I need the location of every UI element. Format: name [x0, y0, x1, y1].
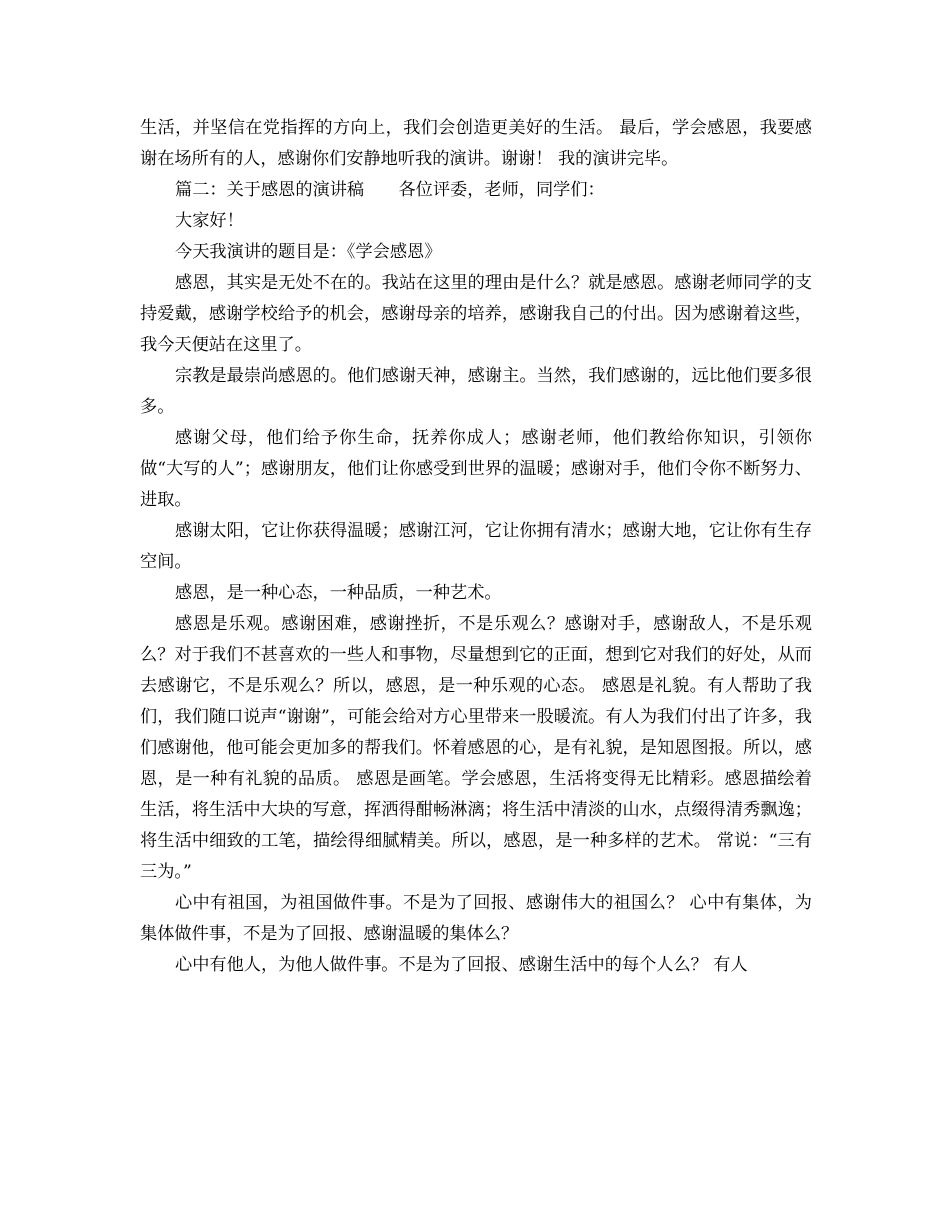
paragraph: 宗教是最崇尚感恩的。他们感谢天神，感谢主。当然，我们感谢的，远比他们要多很多。 [140, 366, 812, 417]
paragraph: 感谢太阳，它让你获得温暖；感谢江河，它让你拥有清水；感谢大地，它让你有生存空间。 [140, 521, 812, 572]
paragraph: 生活，并坚信在党指挥的方向上，我们会创造更美好的生活。 最后，学会感恩，我要感谢在场所有的人，感谢你们安静地听我的演讲。谢谢！ 我的演讲完毕。 [140, 118, 812, 169]
paragraph: 感恩，是一种心态，一种品质，一种艺术。 [175, 583, 502, 603]
paragraph: 感恩，其实是无处不在的。我站在这里的理由是什么？就是感恩。感谢老师同学的支持爱戴，感谢学校给予的机会，感谢母亲的培养，感谢我自己的付出。因为感谢着这些，我今天便站在这里了。 [140, 273, 812, 355]
paragraph: 篇二：关于感恩的演讲稿 各位评委，老师，同学们： [175, 180, 605, 200]
paragraph: 感谢父母，他们给予你生命，抚养你成人；感谢老师，他们教给你知识，引领你做“大写的人”；感谢朋友，他们让你感受到世界的温暖；感谢对手，他们令你不断努力、进取。 [140, 428, 812, 510]
paragraph: 心中有祖国，为祖国做件事。不是为了回报、感谢伟大的祖国么？ 心中有集体，为集体做件事，不是为了回报、感谢温暖的集体么？ [140, 893, 812, 944]
paragraph: 感恩是乐观。感谢困难，感谢挫折，不是乐观么？感谢对手，感谢敌人，不是乐观么？对于我们不甚喜欢的一些人和事物，尽量想到它的正面，想到它对我们的好处，从而去感谢它，不是乐观么？所以，感恩，是一种乐观的心态。 感恩是礼貌。有人帮助了我们，我们随口说声“谢谢”，可能会给对方心里带来一股暖流。有人为我们付出了许多，我们感谢他，他可能会更加多的帮我们。怀着感恩的心，是有礼貌，是知恩图报。所以，感恩，是一种有礼貌的品质。 感恩是画笔。学会感恩，生活将变得无比精彩。感恩描绘着生活，将生活中大块的写意，挥洒得酣畅淋漓；将生活中清淡的山水，点缀得清秀飘逸；将生活中细致的工笔，描绘得细腻精美。所以，感恩，是一种多样的艺术。 常说：“三有三为。” [140, 614, 812, 882]
paragraph: 心中有他人，为他人做件事。不是为了回报、感谢生活中的每个人么？ 有人 [175, 955, 748, 975]
paragraph: 今天我演讲的题目是：《学会感恩》 [175, 242, 442, 262]
paragraph: 大家好！ [175, 211, 244, 231]
document-body [140, 113, 812, 981]
